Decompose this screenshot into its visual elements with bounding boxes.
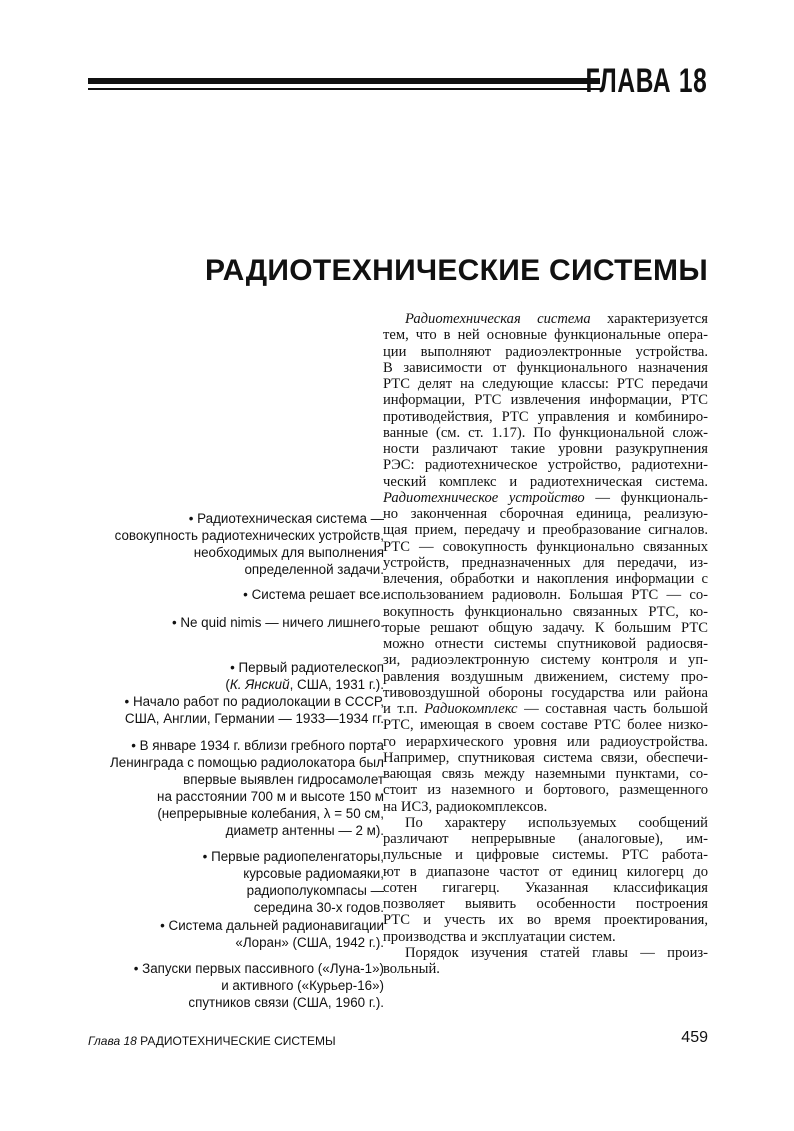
text-line: устройств, предназначенных для передачи, из-	[383, 554, 708, 571]
text-line: производства и эксплуатации систем.	[383, 928, 616, 945]
paragraph	[383, 311, 708, 815]
text-line: различают непрерывные (аналоговые), им-	[383, 831, 708, 847]
text-line: ванные (см. ст. 1.17). По функциональной слож-	[383, 424, 708, 441]
note-line: • Первый радиотелескоп	[230, 660, 384, 675]
text-line: вающая связь между наземными пунктами, со-	[383, 766, 708, 782]
text-line: Например, спутниковая система связи, обеспечи-	[383, 749, 708, 766]
chapter-label: ГЛАВА 18	[585, 62, 708, 100]
note-line: • Радиотехническая система —	[188, 511, 384, 526]
note-line: США, Англии, Германии — 1933—1934 гг.	[124, 711, 384, 726]
text-line: зи, радиоэлектронную систему контроля и уп-	[383, 652, 708, 669]
body-text	[383, 311, 708, 977]
text-line: но законченная сборочная единица, реализую-	[383, 506, 708, 522]
note-line: определенной задачи.	[244, 562, 384, 577]
text-line: вокупность функционально связанных РТС, ко-	[383, 603, 708, 620]
sidebar-note	[64, 848, 384, 916]
text-line: сотен гигагерц. Указанная классификация	[383, 879, 708, 896]
text-line: Радиотехническое устройство — функциональ-	[383, 489, 708, 506]
sidebar-note	[64, 510, 384, 578]
note-line: и активного («Курьер-16»)	[221, 978, 384, 993]
sidebar-note	[64, 737, 384, 839]
sidebar-note	[64, 614, 384, 631]
text-line: го иерархического уровня или радиоустройства.	[383, 733, 708, 750]
text-line: вольный.	[383, 961, 440, 977]
text-line: РТС и учесть их во время проектирования,	[383, 912, 708, 929]
text-line: В зависимости от функционального назначения	[383, 359, 708, 376]
text-line: тивовоздушной обороны государства или района	[383, 684, 708, 701]
text-line: равления воздушным движением, систему про-	[383, 668, 708, 685]
text-line: РЭС: радиотехническое устройство, радиотехни-	[383, 457, 708, 474]
sidebar-note	[64, 960, 384, 1011]
text-line: ют в диапазоне частот от единиц килогерц до	[383, 863, 708, 880]
note-line: курсовые радиомаяки,	[243, 866, 384, 881]
text-line: щая прием, передачу и преобразование сигналов.	[383, 522, 708, 539]
note-line: середина 30-х годов.	[253, 900, 384, 915]
text-line: РТС делят на следующие классы: РТС передачи	[383, 376, 708, 392]
text-line: РТС — совокупность функционально связанных	[383, 538, 708, 555]
header-rule-thick	[88, 78, 600, 84]
text-line: информации, РТС извлечения информации, РТС	[383, 392, 708, 409]
note-line: (К. Янский, США, 1931 г.).	[225, 677, 384, 692]
text-line: По характеру используемых сообщений	[405, 814, 708, 831]
running-footer	[88, 1034, 336, 1048]
note-line: • Запуски первых пассивного («Луна-1»)	[133, 961, 384, 976]
note-line: • Система дальней радионавигации	[160, 918, 384, 933]
text-line: Радиотехническая система характеризуется	[405, 311, 708, 327]
note-line: радиополукомпасы —	[246, 883, 384, 898]
text-line: РТС, имеющая в своем составе РТС более низко-	[383, 717, 708, 734]
note-line: (непрерывные колебания, λ = 50 см,	[157, 806, 384, 821]
text-line: ности различают такие уровни разукрупнения	[383, 441, 708, 457]
sidebar-note	[64, 693, 384, 727]
text-line: и т.п. Радиокомплекс — составная часть большой	[383, 701, 708, 717]
paragraph	[383, 815, 708, 945]
text-line: противодействия, РТС управления и комбиниро-	[383, 408, 708, 425]
note-line: совокупность радиотехнических устройств,	[114, 528, 384, 543]
note-line: диаметр антенны — 2 м).	[225, 823, 384, 838]
note-line: «Лоран» (США, 1942 г.).	[235, 935, 384, 950]
note-line: • В январе 1934 г. вблизи гребного порта	[131, 738, 384, 753]
note-line: • Начало работ по радиолокации в СССР,	[124, 694, 384, 709]
page-title: РАДИОТЕХНИЧЕСКИЕ СИСТЕМЫ	[204, 254, 708, 287]
footer-chapter-title: РАДИОТЕХНИЧЕСКИЕ СИСТЕМЫ	[140, 1034, 336, 1048]
text-line: влечения, обработки и накопления информации с	[383, 571, 708, 587]
note-line: Ленинграда с помощью радиолокатора был	[110, 755, 384, 770]
sidebar-note	[64, 659, 384, 693]
text-line: ческий комплекс и радиотехническая система.	[383, 473, 708, 490]
sidebar-note	[64, 586, 384, 603]
text-line: торые решают общую задачу. К большим РТС	[383, 619, 708, 636]
note-line: • Система решает все.	[243, 587, 384, 602]
text-line: можно отнести системы спутниковой радиосвя-	[383, 636, 708, 652]
text-line: пульсные и цифровые системы. РТС работа-	[383, 847, 708, 864]
text-line: использованием радиоволн. Большая РТС — со-	[383, 587, 708, 604]
text-line: тем, что в ней основные функциональные опера-	[383, 327, 708, 344]
text-line: на ИСЗ, радиокомплексов.	[383, 798, 548, 815]
sidebar-note	[64, 917, 384, 951]
text-line: позволяет выявить особенности построения	[383, 896, 708, 912]
text-line: ции выполняют радиоэлектронные устройства.	[383, 343, 708, 360]
note-line: впервые выявлен гидросамолет	[183, 772, 384, 787]
note-line: спутников связи (США, 1960 г.).	[188, 995, 384, 1010]
page-number: 459	[681, 1029, 708, 1046]
footer-chapter-prefix: Глава 18	[88, 1034, 137, 1048]
note-line: • Первые радиопеленгаторы,	[202, 849, 384, 864]
note-line: • Ne quid nimis — ничего лишнего.	[171, 615, 384, 630]
paragraph	[383, 945, 708, 978]
text-line: Порядок изучения статей главы — произ-	[405, 944, 708, 961]
note-line: необходимых для выполнения	[193, 545, 384, 560]
text-line: стоит из наземного и бортового, размещенного	[383, 782, 708, 799]
note-line: на расстоянии 700 м и высоте 150 м	[157, 789, 384, 804]
header-rule-thin	[88, 88, 600, 90]
